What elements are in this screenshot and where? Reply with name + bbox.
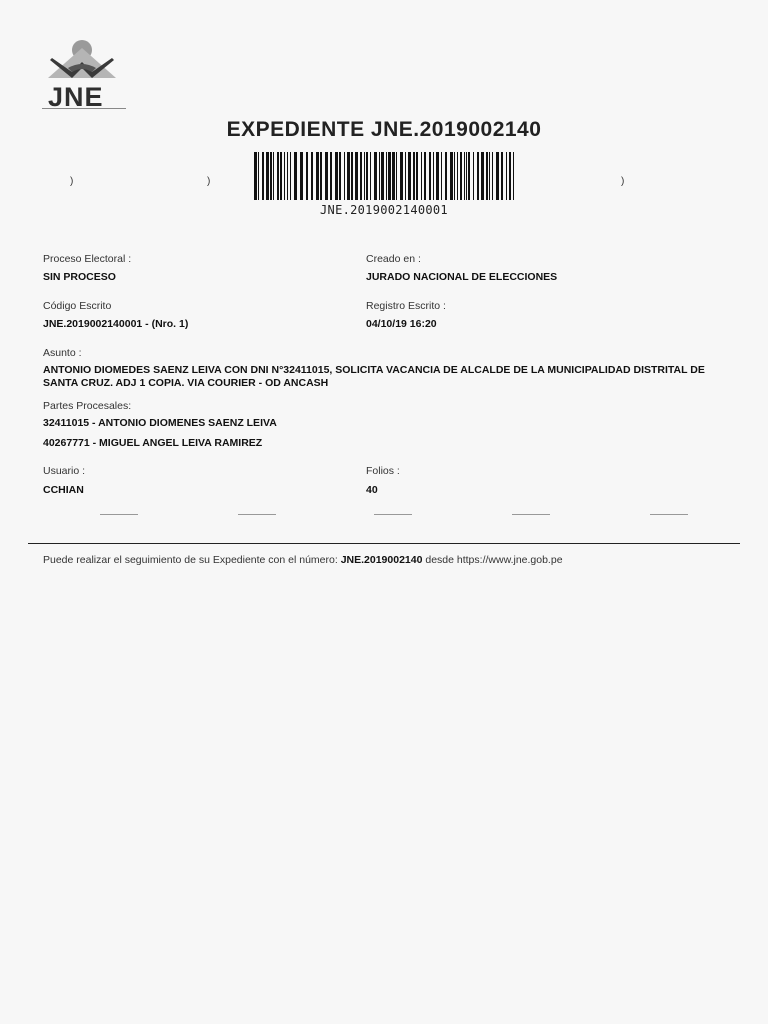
barcode-bar [339, 152, 341, 200]
barcode-bar [344, 152, 345, 200]
barcode-bar [445, 152, 447, 200]
footer-prefix: Puede realizar el seguimiento de su Expediente con el número: [43, 554, 338, 566]
barcode-bar [277, 152, 279, 200]
barcode-bar [280, 152, 282, 200]
barcode-bar [396, 152, 397, 200]
footer-divider [28, 543, 740, 544]
parte-item: 40267771 - MIGUEL ANGEL LEIVA RAMIREZ [43, 437, 263, 449]
barcode-bar [400, 152, 403, 200]
scan-dash [374, 514, 412, 515]
barcode-bar [473, 152, 474, 200]
barcode-bar [300, 152, 303, 200]
scan-dash [100, 514, 138, 515]
scan-dash [512, 514, 550, 515]
barcode-bar [287, 152, 288, 200]
barcode-bar [386, 152, 387, 200]
barcode-bar [273, 152, 274, 200]
barcode-bar [509, 152, 511, 200]
barcode-bar [290, 152, 291, 200]
barcode-bar [355, 152, 358, 200]
barcode-bar [433, 152, 434, 200]
barcode-bar [370, 152, 371, 200]
barcode-bar [347, 152, 350, 200]
barcode-bar [320, 152, 322, 200]
barcode-bar [392, 152, 395, 200]
logo-text: JNE [48, 82, 104, 112]
barcode-bar [501, 152, 503, 200]
barcode-bar [366, 152, 368, 200]
barcode-bar [421, 152, 422, 200]
barcode-bar [416, 152, 418, 200]
barcode-bar [436, 152, 439, 200]
barcode-bar [258, 152, 259, 200]
jne-emblem-icon [42, 38, 126, 84]
barcode [254, 152, 516, 200]
barcode-bar [405, 152, 406, 200]
barcode-bar [360, 152, 362, 200]
creado-label: Creado en : [366, 253, 421, 265]
barcode-bar [325, 152, 328, 200]
barcode-bar [454, 152, 455, 200]
barcode-bar [486, 152, 488, 200]
scan-mark: ) [621, 176, 625, 187]
barcode-bar [306, 152, 308, 200]
barcode-bar [429, 152, 431, 200]
creado-value: JURADO NACIONAL DE ELECCIONES [366, 271, 558, 283]
codigo-label: Código Escrito [43, 300, 112, 312]
registro-label: Registro Escrito : [366, 300, 446, 312]
barcode-bar [311, 152, 313, 200]
barcode-bar [330, 152, 332, 200]
asunto-label: Asunto : [43, 347, 82, 359]
barcode-bar [460, 152, 462, 200]
barcode-bar [413, 152, 415, 200]
barcode-bar [477, 152, 479, 200]
codigo-value: JNE.2019002140001 - (Nro. 1) [43, 318, 189, 330]
proceso-value: SIN PROCESO [43, 271, 116, 283]
barcode-bar [408, 152, 411, 200]
barcode-bar [388, 152, 391, 200]
barcode-bar [351, 152, 353, 200]
barcode-bar [379, 152, 380, 200]
usuario-label: Usuario : [43, 465, 86, 477]
barcode-bar [284, 152, 285, 200]
folios-value: 40 [366, 484, 378, 496]
footer-number: JNE.2019002140 [340, 554, 423, 566]
barcode-bar [335, 152, 338, 200]
jne-logo [42, 38, 126, 112]
barcode-bar [374, 152, 377, 200]
barcode-bar [506, 152, 507, 200]
barcode-bar [492, 152, 493, 200]
usuario-value: CCHIAN [43, 484, 84, 496]
partes-label: Partes Procesales: [43, 400, 132, 412]
barcode-bar [466, 152, 467, 200]
folios-label: Folios : [366, 465, 400, 477]
barcode-bar [450, 152, 453, 200]
footer-suffix: desde https://www.jne.gob.pe [425, 554, 563, 566]
barcode-bar [294, 152, 297, 200]
registro-value: 04/10/19 16:20 [366, 318, 437, 330]
barcode-bar [270, 152, 272, 200]
scan-dash [650, 514, 688, 515]
barcode-bar [513, 152, 514, 200]
scan-dash [238, 514, 276, 515]
barcode-bar [489, 152, 490, 200]
logo-divider [42, 108, 126, 110]
scan-mark: ) [207, 176, 211, 187]
scan-mark: ) [70, 176, 74, 187]
barcode-bar [481, 152, 484, 200]
barcode-bar [262, 152, 264, 200]
document-title: EXPEDIENTE JNE.2019002140 [226, 118, 542, 141]
barcode-number: JNE.2019002140001 [320, 203, 448, 217]
barcode-bar [441, 152, 442, 200]
barcode-bar [254, 152, 257, 200]
footer-note [43, 554, 563, 566]
barcode-bar [381, 152, 384, 200]
barcode-bar [496, 152, 499, 200]
barcode-bar [266, 152, 269, 200]
asunto-value: ANTONIO DIOMEDES SAENZ LEIVA CON DNI N°32411015, SOLICITA VACANCIA DE ALCALDE DE LA MUNICIPALIDAD DISTRITAL DE SANTA CRUZ. ADJ 1 COPIA. VIA COURIER - OD ANCASH [43, 364, 705, 389]
barcode-bar [424, 152, 426, 200]
proceso-label: Proceso Electoral : [43, 253, 132, 265]
parte-item: 32411015 - ANTONIO DIOMENES SAENZ LEIVA [43, 417, 277, 429]
barcode-bar [457, 152, 458, 200]
barcode-bar [464, 152, 465, 200]
barcode-bar [468, 152, 470, 200]
barcode-bar [364, 152, 365, 200]
barcode-bar [316, 152, 319, 200]
